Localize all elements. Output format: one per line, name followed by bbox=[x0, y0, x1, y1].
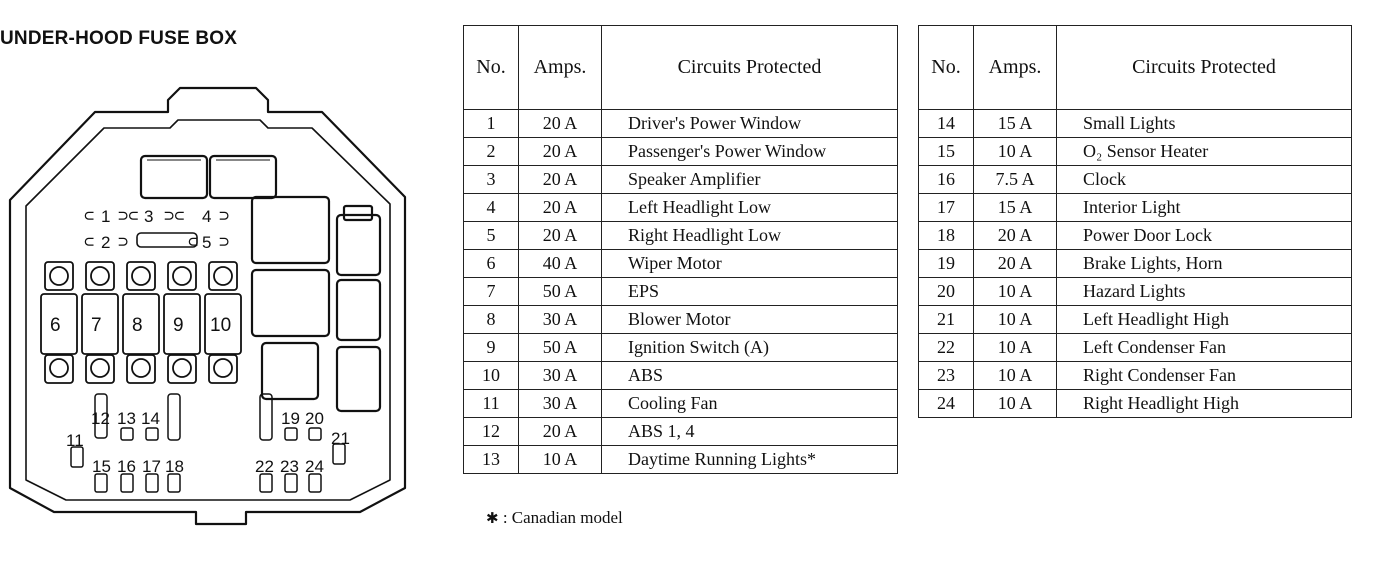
fuse-number: 1 bbox=[464, 110, 519, 138]
fuse-label-12: 12 bbox=[91, 409, 110, 428]
fuse-number: 21 bbox=[919, 306, 974, 334]
fuse-number: 3 bbox=[464, 166, 519, 194]
table-row bbox=[464, 306, 898, 334]
circuit-name: Passenger's Power Window bbox=[602, 138, 898, 166]
fuse-amps: 10 A bbox=[974, 306, 1057, 334]
fuse-label-15: 15 bbox=[92, 457, 111, 476]
fuse-number: 22 bbox=[919, 334, 974, 362]
circuit-name: Speaker Amplifier bbox=[602, 166, 898, 194]
table-row bbox=[919, 138, 1352, 166]
fuse-amps: 15 A bbox=[974, 110, 1057, 138]
circuit-name: Hazard Lights bbox=[1057, 278, 1352, 306]
circuit-name: Ignition Switch (A) bbox=[602, 334, 898, 362]
fuse-number: 2 bbox=[464, 138, 519, 166]
fuse-label-17: 17 bbox=[142, 457, 161, 476]
circuit-name: Blower Motor bbox=[602, 306, 898, 334]
table-row bbox=[464, 278, 898, 306]
table-row bbox=[464, 418, 898, 446]
fuse-label-22: 22 bbox=[255, 457, 274, 476]
fuse-label-3: 3 bbox=[144, 207, 154, 226]
fuse-number: 16 bbox=[919, 166, 974, 194]
asterisk-icon: ✱ bbox=[486, 509, 499, 527]
fuse-amps: 40 A bbox=[519, 250, 602, 278]
fuse-label-9: 9 bbox=[173, 315, 184, 336]
fuse-label-7: 7 bbox=[91, 315, 102, 336]
fuse-amps: 20 A bbox=[519, 194, 602, 222]
svg-text:⊂: ⊂ bbox=[188, 232, 199, 252]
svg-text:⊂: ⊂ bbox=[84, 206, 95, 226]
fuse-number: 23 bbox=[919, 362, 974, 390]
relay-column-2 bbox=[337, 280, 380, 340]
fuse-number: 14 bbox=[919, 110, 974, 138]
fuse-label-13: 13 bbox=[117, 409, 136, 428]
fuse-amps: 15 A bbox=[974, 194, 1057, 222]
table-row bbox=[919, 334, 1352, 362]
svg-text:⊃⊂: ⊃⊂ bbox=[118, 206, 139, 226]
table-row bbox=[464, 362, 898, 390]
fuse-number: 17 bbox=[919, 194, 974, 222]
table-row bbox=[464, 390, 898, 418]
circuit-name: Brake Lights, Horn bbox=[1057, 250, 1352, 278]
circuit-name: Driver's Power Window bbox=[602, 110, 898, 138]
fuse-amps: 20 A bbox=[519, 222, 602, 250]
fuse-label-19: 19 bbox=[281, 409, 300, 428]
fuse-amps: 20 A bbox=[974, 222, 1057, 250]
svg-text:⊂: ⊂ bbox=[84, 232, 95, 252]
header-amps: Amps. bbox=[974, 26, 1057, 110]
table-row bbox=[919, 390, 1352, 418]
circuit-name: Left Headlight High bbox=[1057, 306, 1352, 334]
fuse-amps: 10 A bbox=[974, 138, 1057, 166]
table-row bbox=[464, 446, 898, 474]
circuit-name: Left Headlight Low bbox=[602, 194, 898, 222]
fuse-label-11: 11 bbox=[66, 431, 84, 450]
relay-top-right bbox=[210, 156, 276, 198]
fuse-box-diagram bbox=[0, 0, 440, 562]
svg-text:⊃: ⊃ bbox=[118, 232, 129, 252]
header-no: No. bbox=[919, 26, 974, 110]
fuse-amps: 20 A bbox=[519, 110, 602, 138]
table-row bbox=[464, 138, 898, 166]
header-circuits: Circuits Protected bbox=[602, 26, 898, 110]
fuse-number: 7 bbox=[464, 278, 519, 306]
fuse-amps: 30 A bbox=[519, 362, 602, 390]
circuit-name: Right Headlight High bbox=[1057, 390, 1352, 418]
fuse-table-left bbox=[463, 25, 898, 474]
fuse-label-23: 23 bbox=[280, 457, 299, 476]
relay-block-3 bbox=[262, 343, 318, 399]
svg-text:⊃: ⊃ bbox=[219, 206, 230, 226]
fuse-amps: 7.5 A bbox=[974, 166, 1057, 194]
circuit-name: ABS 1, 4 bbox=[602, 418, 898, 446]
fuse-amps: 50 A bbox=[519, 278, 602, 306]
fuse-amps: 30 A bbox=[519, 390, 602, 418]
fuse-number: 24 bbox=[919, 390, 974, 418]
fuse-number: 5 bbox=[464, 222, 519, 250]
fuse-amps: 50 A bbox=[519, 334, 602, 362]
fuse-label-24: 24 bbox=[305, 457, 324, 476]
fuse-amps: 30 A bbox=[519, 306, 602, 334]
fuse-number: 10 bbox=[464, 362, 519, 390]
relay-block-2 bbox=[252, 270, 329, 336]
diagram-title: UNDER-HOOD FUSE BOX bbox=[0, 28, 238, 49]
table-row bbox=[919, 110, 1352, 138]
fuse-number: 6 bbox=[464, 250, 519, 278]
fuse-amps: 20 A bbox=[519, 418, 602, 446]
svg-text:⊃⊂: ⊃⊂ bbox=[164, 206, 185, 226]
fuse-amps: 10 A bbox=[974, 362, 1057, 390]
fuse-label-16: 16 bbox=[117, 457, 136, 476]
table-row bbox=[464, 334, 898, 362]
table-row bbox=[464, 194, 898, 222]
table-row bbox=[464, 110, 898, 138]
fuse-amps: 20 A bbox=[974, 250, 1057, 278]
circuit-name: Cooling Fan bbox=[602, 390, 898, 418]
table-row bbox=[919, 250, 1352, 278]
table-row bbox=[464, 250, 898, 278]
header-amps: Amps. bbox=[519, 26, 602, 110]
header-circuits: Circuits Protected bbox=[1057, 26, 1352, 110]
fuse-number: 11 bbox=[464, 390, 519, 418]
circuit-name: Small Lights bbox=[1057, 110, 1352, 138]
fuse-label-14: 14 bbox=[141, 409, 160, 428]
circuit-name: ABS bbox=[602, 362, 898, 390]
fuse-amps: 20 A bbox=[519, 166, 602, 194]
table-row bbox=[919, 166, 1352, 194]
fuse-amps: 20 A bbox=[519, 138, 602, 166]
fuse-number: 20 bbox=[919, 278, 974, 306]
circuit-name: EPS bbox=[602, 278, 898, 306]
table-row bbox=[919, 278, 1352, 306]
table-row bbox=[464, 222, 898, 250]
fuse-table-right bbox=[918, 25, 1352, 418]
svg-text:⊃: ⊃ bbox=[219, 232, 230, 252]
circuit-name: Daytime Running Lights* bbox=[602, 446, 898, 474]
circuit-name: Clock bbox=[1057, 166, 1352, 194]
relay-column-1 bbox=[337, 215, 380, 275]
fuse-number: 15 bbox=[919, 138, 974, 166]
table-row bbox=[919, 362, 1352, 390]
fuse-label-6: 6 bbox=[50, 315, 61, 336]
fuse-number: 9 bbox=[464, 334, 519, 362]
relay-top-left bbox=[141, 156, 207, 198]
circuit-name: Power Door Lock bbox=[1057, 222, 1352, 250]
circuit-name: Right Condenser Fan bbox=[1057, 362, 1352, 390]
fuse-label-20: 20 bbox=[305, 409, 324, 428]
footnote-text: : Canadian model bbox=[502, 508, 623, 527]
header-no: No. bbox=[464, 26, 519, 110]
table-row bbox=[919, 222, 1352, 250]
relay-column-3 bbox=[337, 347, 380, 411]
table-row bbox=[464, 166, 898, 194]
fuse-label-4: 4 bbox=[202, 207, 212, 226]
fuse-number: 4 bbox=[464, 194, 519, 222]
fuse-number: 18 bbox=[919, 222, 974, 250]
table-row bbox=[919, 306, 1352, 334]
relay-block-1 bbox=[252, 197, 329, 263]
fuse-amps: 10 A bbox=[974, 334, 1057, 362]
fuse-label-1: 1 bbox=[101, 207, 111, 226]
circuit-name: Right Headlight Low bbox=[602, 222, 898, 250]
fuse-number: 8 bbox=[464, 306, 519, 334]
fuse-label-10: 10 bbox=[210, 315, 232, 336]
circuit-name: Left Condenser Fan bbox=[1057, 334, 1352, 362]
fuse-label-18: 18 bbox=[165, 457, 184, 476]
fuse-label-21: 21 bbox=[331, 429, 350, 448]
fuse-label-2: 2 bbox=[101, 233, 111, 252]
circuit-name: Interior Light bbox=[1057, 194, 1352, 222]
relay-column-top bbox=[344, 206, 372, 220]
table-row bbox=[919, 194, 1352, 222]
circuit-name: Wiper Motor bbox=[602, 250, 898, 278]
footnote bbox=[486, 508, 623, 528]
fuse-number: 13 bbox=[464, 446, 519, 474]
fuse-label-5: 5 bbox=[202, 233, 212, 252]
fuse-label-8: 8 bbox=[132, 315, 143, 336]
fuse-amps: 10 A bbox=[519, 446, 602, 474]
fuse-amps: 10 A bbox=[974, 390, 1057, 418]
fuse-number: 19 bbox=[919, 250, 974, 278]
fuse-number: 12 bbox=[464, 418, 519, 446]
fuse-amps: 10 A bbox=[974, 278, 1057, 306]
circuit-name: O₂ Sensor Heater bbox=[1057, 138, 1352, 166]
